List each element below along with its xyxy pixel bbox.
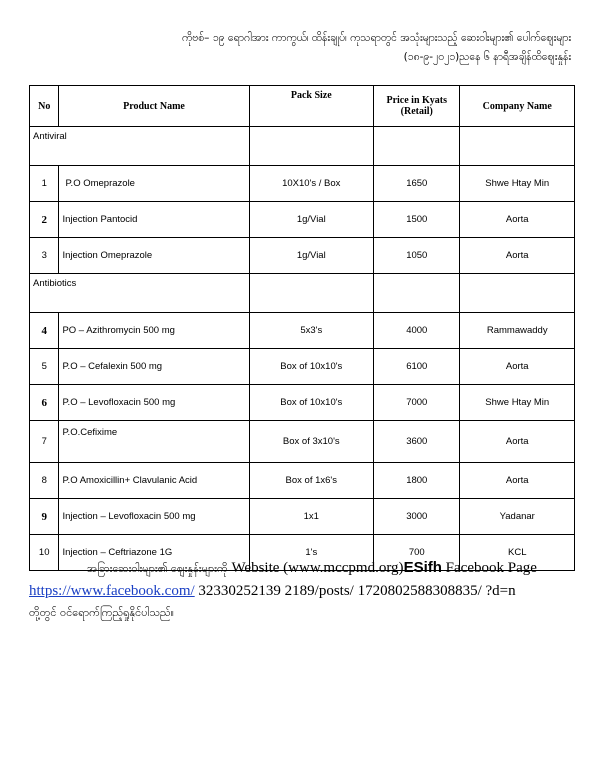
table-row xyxy=(30,202,575,238)
row-no: 3 xyxy=(30,238,59,274)
category-antibiotics: Antibiotics xyxy=(30,274,250,313)
row-price: 4000 xyxy=(374,313,460,349)
table-row xyxy=(30,463,575,499)
row-company: KCL xyxy=(460,535,575,571)
footer-fb-page: Facebook Page xyxy=(445,560,537,576)
row-no: 4 xyxy=(30,313,59,349)
row-product: Injection Pantocid xyxy=(59,202,249,238)
row-pack: 10X10's / Box xyxy=(249,166,374,202)
row-product: P.O – Cefalexin 500 mg xyxy=(59,349,249,385)
row-product: P.O – Levofloxacin 500 mg xyxy=(59,385,249,421)
table-row xyxy=(30,238,575,274)
col-price-header: Price in Kyats (Retail) xyxy=(374,86,460,127)
row-product: Injection – Ceftriazone 1G xyxy=(59,535,249,571)
col-product-header: Product Name xyxy=(59,86,249,127)
table-row xyxy=(30,313,575,349)
row-company: Yadanar xyxy=(460,499,575,535)
row-pack: 1g/Vial xyxy=(249,238,374,274)
row-pack: 1g/Vial xyxy=(249,202,374,238)
header-title: ကိုဗစ်– ၁၉ ရောဂါအား ကာကွယ်၊ ထိန်းချုပ်၊ ကုသရာတွင် အသုံးများသည့် ဆေးဝါးများ၏ ပေါက်ဈေးများ xyxy=(181,32,571,44)
row-product: P.O Omeprazole xyxy=(59,166,249,202)
row-company: Rammawaddy xyxy=(460,313,575,349)
table-row xyxy=(30,166,575,202)
row-pack: 1x1 xyxy=(249,499,374,535)
row-no: 1 xyxy=(30,166,59,202)
row-no: 6 xyxy=(30,385,59,421)
footer-esifh: ESifh xyxy=(403,559,442,576)
row-pack: Box of 3x10's xyxy=(249,421,374,463)
row-company: Aorta xyxy=(460,421,575,463)
row-no: 5 xyxy=(30,349,59,385)
document-header xyxy=(182,29,571,67)
row-pack: 5x3's xyxy=(249,313,374,349)
category-row xyxy=(30,274,575,313)
row-price: 3000 xyxy=(374,499,460,535)
row-price: 3600 xyxy=(374,421,460,463)
row-no: 7 xyxy=(30,421,59,463)
table-row xyxy=(30,385,575,421)
footer-note xyxy=(29,557,577,624)
category-antiviral: Antiviral xyxy=(30,127,250,166)
footer-prefix: အခြားဆေးဝါးများ၏ ဈေးနှုန်းများကို xyxy=(87,562,228,575)
col-pack-header: Pack Size xyxy=(249,86,374,127)
row-pack: Box of 10x10's xyxy=(249,349,374,385)
col-no-header: No xyxy=(30,86,59,127)
table-row xyxy=(30,349,575,385)
row-price: 1800 xyxy=(374,463,460,499)
row-price: 1500 xyxy=(374,202,460,238)
row-price: 1650 xyxy=(374,166,460,202)
row-price: 7000 xyxy=(374,385,460,421)
row-company: Aorta xyxy=(460,463,575,499)
table-row xyxy=(30,421,575,463)
row-no: 10 xyxy=(30,535,59,571)
row-company: Shwe Htay Min xyxy=(460,385,575,421)
row-no: 2 xyxy=(30,202,59,238)
row-price: 6100 xyxy=(374,349,460,385)
row-pack: 1's xyxy=(249,535,374,571)
row-pack: Box of 10x10's xyxy=(249,385,374,421)
row-company: Shwe Htay Min xyxy=(460,166,575,202)
row-product: P.O.Cefixime xyxy=(59,421,249,463)
category-row xyxy=(30,127,575,166)
row-price: 1050 xyxy=(374,238,460,274)
row-price: 700 xyxy=(374,535,460,571)
col-company-header: Company Name xyxy=(460,86,575,127)
footer-website: Website (www.mccpmd.org) xyxy=(231,560,404,576)
row-product: Injection Omeprazole xyxy=(59,238,249,274)
row-product: PO – Azithromycin 500 mg xyxy=(59,313,249,349)
table-row xyxy=(30,499,575,535)
row-no: 9 xyxy=(30,499,59,535)
row-pack: Box of 1x6's xyxy=(249,463,374,499)
row-no: 8 xyxy=(30,463,59,499)
row-company: Aorta xyxy=(460,238,575,274)
row-product: Injection – Levofloxacin 500 mg xyxy=(59,499,249,535)
row-company: Aorta xyxy=(460,349,575,385)
facebook-path: 32330252139 2189/posts/ 1720802588308835/ ?d=n xyxy=(198,583,516,599)
footer-suffix: တို့တွင် ဝင်ရောက်ကြည့်ရှုနိုင်ပါသည်။ xyxy=(29,606,174,619)
price-table xyxy=(29,85,575,571)
row-product: P.O Amoxicillin+ Clavulanic Acid xyxy=(59,463,249,499)
header-date: (၁၈-၉-၂၀၂၁)ညနေ ၆ နာရီအချိန်ထိဈေးနှုန်း xyxy=(403,51,571,63)
row-company: Aorta xyxy=(460,202,575,238)
facebook-link[interactable]: https://www.facebook.com/ xyxy=(29,583,195,599)
table-header-row xyxy=(30,86,575,127)
